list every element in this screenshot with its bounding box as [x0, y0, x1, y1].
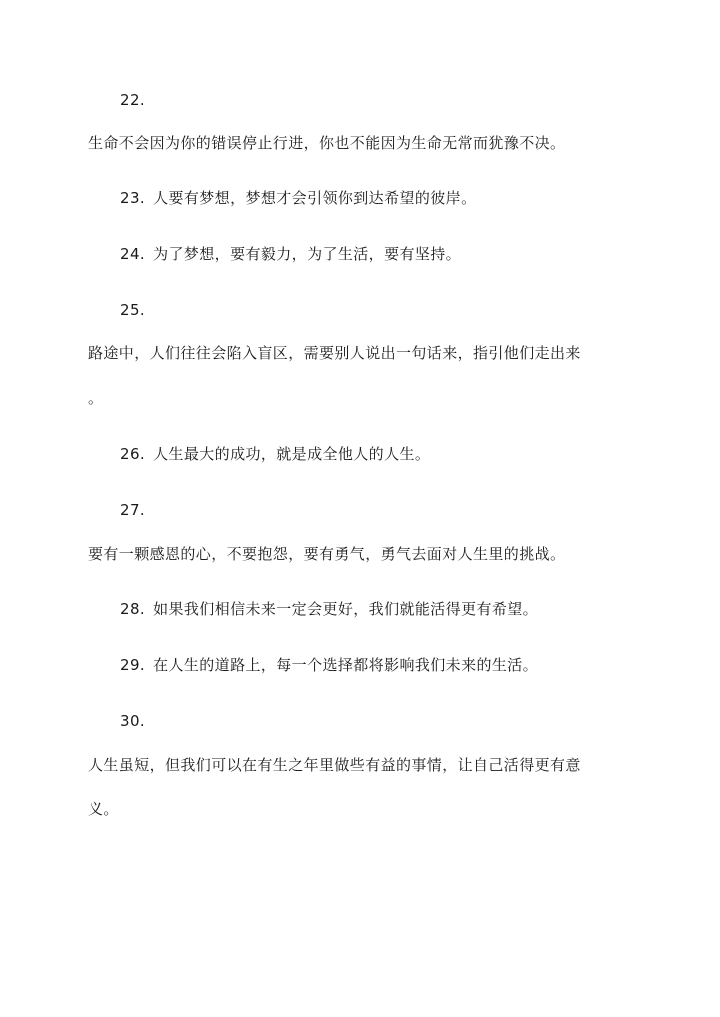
item-25-line-2: 。 — [88, 389, 104, 407]
item-25-number: 25. — [120, 301, 146, 319]
item-26-text: 人生最大的成功，就是成全他人的人生。 — [153, 445, 431, 463]
item-24-text: 为了梦想，要有毅力，为了生活，要有坚持。 — [153, 245, 462, 263]
item-28-text: 如果我们相信未来一定会更好，我们就能活得更有希望。 — [153, 600, 539, 618]
item-27-line-1: 要有一颗感恩的心，不要抱怨，要有勇气，勇气去面对人生里的挑战。 — [88, 545, 566, 563]
item-24-number: 24. — [120, 245, 146, 263]
item-29-number: 29. — [120, 656, 146, 674]
item-29-text: 在人生的道路上，每一个选择都将影响我们未来的生活。 — [153, 656, 539, 674]
item-28-number: 28. — [120, 600, 146, 618]
item-26 — [120, 444, 680, 464]
item-26-number: 26. — [120, 445, 146, 463]
item-27-number: 27. — [120, 501, 146, 519]
item-28 — [120, 599, 680, 619]
item-30-number: 30. — [120, 712, 146, 730]
item-22-line-1: 生命不会因为你的错误停止行进，你也不能因为生命无常而犹豫不决。 — [88, 134, 566, 152]
item-25-line-1: 路途中，人们往往会陷入盲区，需要别人说出一句话来，指引他们走出来 — [88, 344, 581, 362]
item-30-line-1: 人生虽短，但我们可以在有生之年里做些有益的事情，让自己活得更有意 — [88, 756, 581, 774]
item-23-number: 23. — [120, 189, 146, 207]
item-22-number: 22. — [120, 91, 146, 109]
item-30-line-2: 义。 — [88, 800, 119, 818]
item-23-text: 人要有梦想，梦想才会引领你到达希望的彼岸。 — [153, 189, 477, 207]
item-29 — [120, 655, 680, 675]
item-24 — [120, 244, 680, 264]
item-23 — [120, 188, 680, 208]
